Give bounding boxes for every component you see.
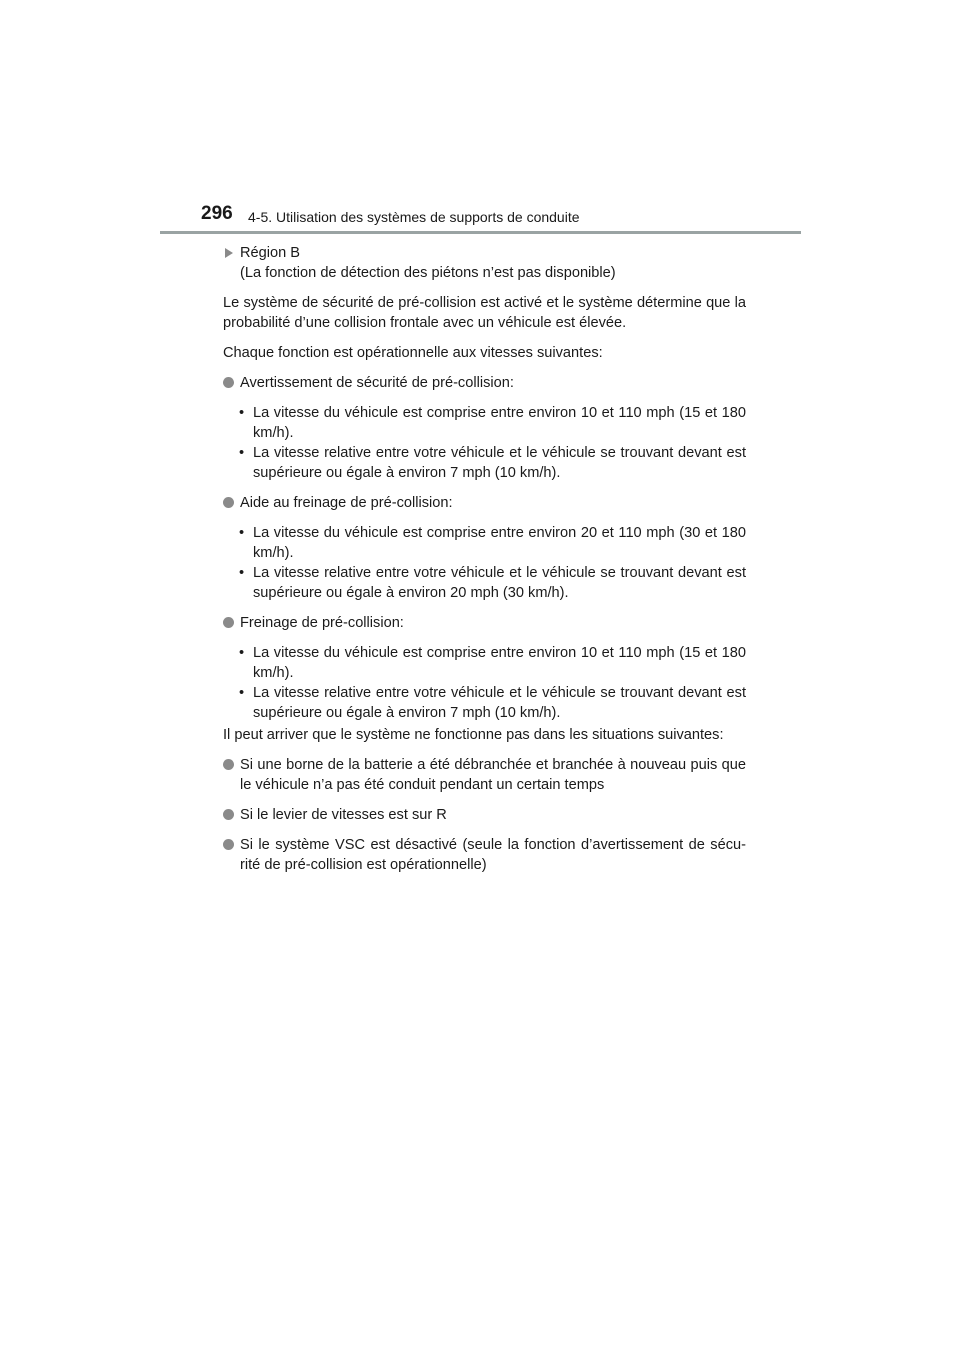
function-item xyxy=(223,373,746,393)
triangle-right-icon xyxy=(225,248,233,258)
condition-item xyxy=(223,643,746,683)
situations-intro: Il peut arriver que le système ne fonctionne pas dans les situations suivantes: xyxy=(223,727,724,743)
condition-text: La vitesse relative entre votre véhicule et le véhicule se trouvant devant est supérieure ou égale à environ 20 mph (30 km/h). xyxy=(253,565,746,601)
page-content xyxy=(223,243,746,875)
function-item xyxy=(223,613,746,633)
function-conditions xyxy=(223,523,746,603)
region-label: Région B xyxy=(240,245,301,261)
function-title: Aide au freinage de pré-collision: xyxy=(240,495,453,511)
condition-item xyxy=(223,683,746,723)
condition-text: La vitesse du véhicule est comprise entre environ 10 et 110 mph (15 et 180 km/h). xyxy=(253,405,746,441)
bullet-dot-icon xyxy=(223,809,234,820)
page-number: 296 xyxy=(201,203,233,224)
bullet-dot-icon xyxy=(223,617,234,628)
bullet-dot-icon xyxy=(223,497,234,508)
condition-text: La vitesse relative entre votre véhicule et le véhicule se trouvant devant est supérieure ou égale à environ 7 mph (10 km/h). xyxy=(253,445,746,481)
situation-text: Si une borne de la batterie a été débranchée et branchée à nouveau puis que le véhicule n’a pas été conduit pendant un certain temps xyxy=(240,757,746,793)
intro-paragraph: Le système de sécurité de pré-collision est activé et le système détermine que la probabilité d’une collision frontale avec un véhicule est élevée. xyxy=(223,295,746,331)
bullet-marker: • xyxy=(239,645,245,661)
section-title: 4-5. Utilisation des systèmes de supports de conduite xyxy=(248,209,580,225)
condition-text: La vitesse du véhicule est comprise entre environ 10 et 110 mph (15 et 180 km/h). xyxy=(253,645,746,681)
bullet-dot-icon xyxy=(223,839,234,850)
bullet-marker: • xyxy=(239,685,245,701)
region-heading xyxy=(223,243,746,263)
condition-item xyxy=(223,563,746,603)
function-item xyxy=(223,493,746,513)
bullet-marker: • xyxy=(239,565,245,581)
situation-text: Si le levier de vitesses est sur R xyxy=(240,807,447,823)
bullet-marker: • xyxy=(239,525,245,541)
speeds-intro: Chaque fonction est opérationnelle aux vitesses suivantes: xyxy=(223,345,603,361)
condition-text: La vitesse du véhicule est comprise entre environ 20 et 110 mph (30 et 180 km/h). xyxy=(253,525,746,561)
condition-item xyxy=(223,403,746,443)
condition-item xyxy=(223,523,746,563)
situation-item xyxy=(223,835,746,875)
condition-text: La vitesse relative entre votre véhicule et le véhicule se trouvant devant est supérieure ou égale à environ 7 mph (10 km/h). xyxy=(253,685,746,721)
bullet-marker: • xyxy=(239,405,245,421)
region-note: (La fonction de détection des piétons n’est pas disponible) xyxy=(240,265,616,281)
function-conditions xyxy=(223,643,746,723)
condition-item xyxy=(223,443,746,483)
function-title: Avertissement de sécurité de pré-collision: xyxy=(240,375,514,391)
situation-item xyxy=(223,805,746,825)
situation-item xyxy=(223,755,746,795)
function-conditions xyxy=(223,403,746,483)
header-rule xyxy=(160,231,801,234)
bullet-dot-icon xyxy=(223,377,234,388)
situation-text: Si le système VSC est désactivé (seule la fonction d’avertissement de sécu-rité de pré-collision est opérationnelle) xyxy=(240,837,746,873)
bullet-dot-icon xyxy=(223,759,234,770)
bullet-marker: • xyxy=(239,445,245,461)
function-title: Freinage de pré-collision: xyxy=(240,615,404,631)
